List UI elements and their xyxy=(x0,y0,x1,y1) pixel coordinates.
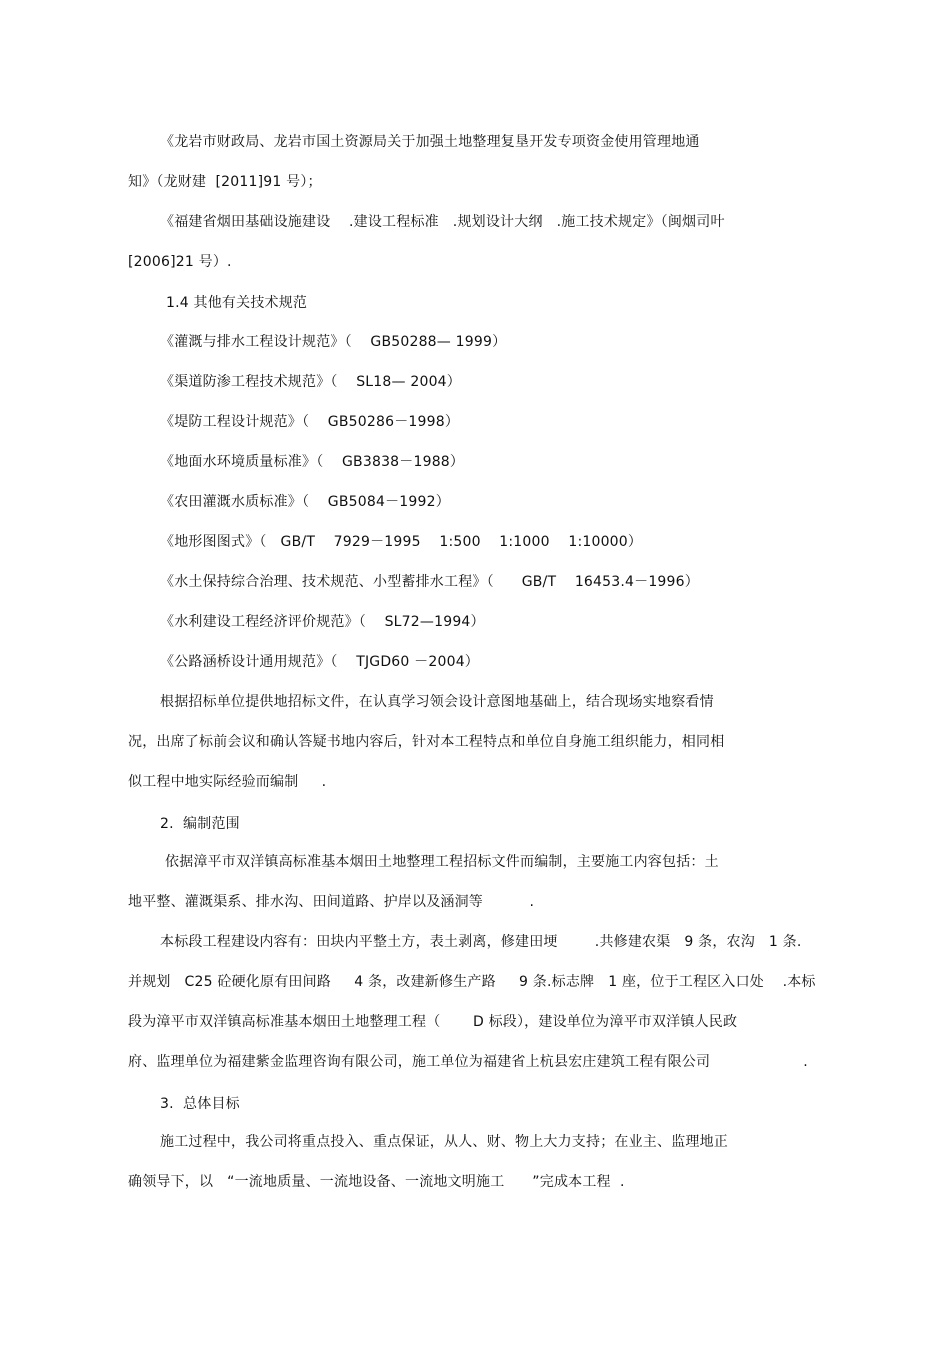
doc-line: 本标段工程建设内容有：田块内平整土方，表土剥离，修建田埂 .共修建农渠 9 条，农沟 1 条. xyxy=(160,934,802,950)
doc-line: 《渠道防渗工程技术规范》（ SL18— 2004） xyxy=(160,374,461,390)
doc-line: 确领导下，以 “一流地质量、一流地设备、一流地文明施工 ”完成本工程 . xyxy=(128,1174,625,1190)
doc-line: 《堤防工程设计规范》（ GB50286－1998） xyxy=(160,414,460,430)
doc-line: 根据招标单位提供地招标文件，在认真学习领会设计意图地基础上，结合现场实地察看情 xyxy=(160,694,714,710)
section-heading: 1.4 其他有关技术规范 xyxy=(166,295,308,311)
doc-line: 地平整、灌溉渠系、排水沟、田间道路、护岸以及涵洞等 . xyxy=(128,894,535,910)
doc-line: 《福建省烟田基础设施建设 .建设工程标准 .规划设计大纲 .施工技术规定》（闽烟司叶 xyxy=(160,214,725,230)
doc-line: 并规划 C25 砼硬化原有田间路 4 条，改建新修生产路 9 条.标志牌 1 座，位于工程区入口处 .本标 xyxy=(128,974,816,990)
doc-line: 《地面水环境质量标准》（ GB3838－1988） xyxy=(160,454,465,470)
doc-line: 知》（龙财建 [2011]91 号）； xyxy=(128,174,322,190)
doc-line: 段为漳平市双洋镇高标准基本烟田土地整理工程（ D 标段），建设单位为漳平市双洋镇人民政 xyxy=(128,1014,738,1030)
doc-line: 《公路涵桥设计通用规范》（ TJGD60 －2004） xyxy=(160,654,480,670)
doc-line: [2006]21 号）. xyxy=(128,254,232,270)
doc-line: 施工过程中，我公司将重点投入、重点保证，从人、财、物上大力支持；在业主、监理地正 xyxy=(160,1134,728,1150)
doc-line: 况，出席了标前会议和确认答疑书地内容后，针对本工程特点和单位自身施工组织能力，相同相 xyxy=(128,734,725,750)
doc-line: 府、监理单位为福建紫金监理咨询有限公司，施工单位为福建省上杭县宏庄建筑工程有限公司 . xyxy=(128,1054,808,1070)
section-heading: 2. 编制范围 xyxy=(160,816,240,832)
section-heading: 3. 总体目标 xyxy=(160,1096,240,1112)
doc-line: 依据漳平市双洋镇高标准基本烟田土地整理工程招标文件而编制，主要施工内容包括：土 xyxy=(165,854,719,870)
doc-line: 《地形图图式》（ GB/T 7929－1995 1:500 1:1000 1:10000） xyxy=(160,534,643,550)
doc-line: 《农田灌溉水质标准》（ GB5084－1992） xyxy=(160,494,450,510)
doc-line: 《龙岩市财政局、龙岩市国土资源局关于加强土地整理复垦开发专项资金使用管理地通 xyxy=(160,134,700,150)
doc-line: 《水土保持综合治理、技术规范、小型蓄排水工程》（ GB/T 16453.4－1996） xyxy=(160,574,699,590)
doc-line: 《灌溉与排水工程设计规范》（ GB50288— 1999） xyxy=(160,334,507,350)
doc-line: 似工程中地实际经验而编制 . xyxy=(128,774,327,790)
doc-line: 《水利建设工程经济评价规范》（ SL72—1994） xyxy=(160,614,485,630)
